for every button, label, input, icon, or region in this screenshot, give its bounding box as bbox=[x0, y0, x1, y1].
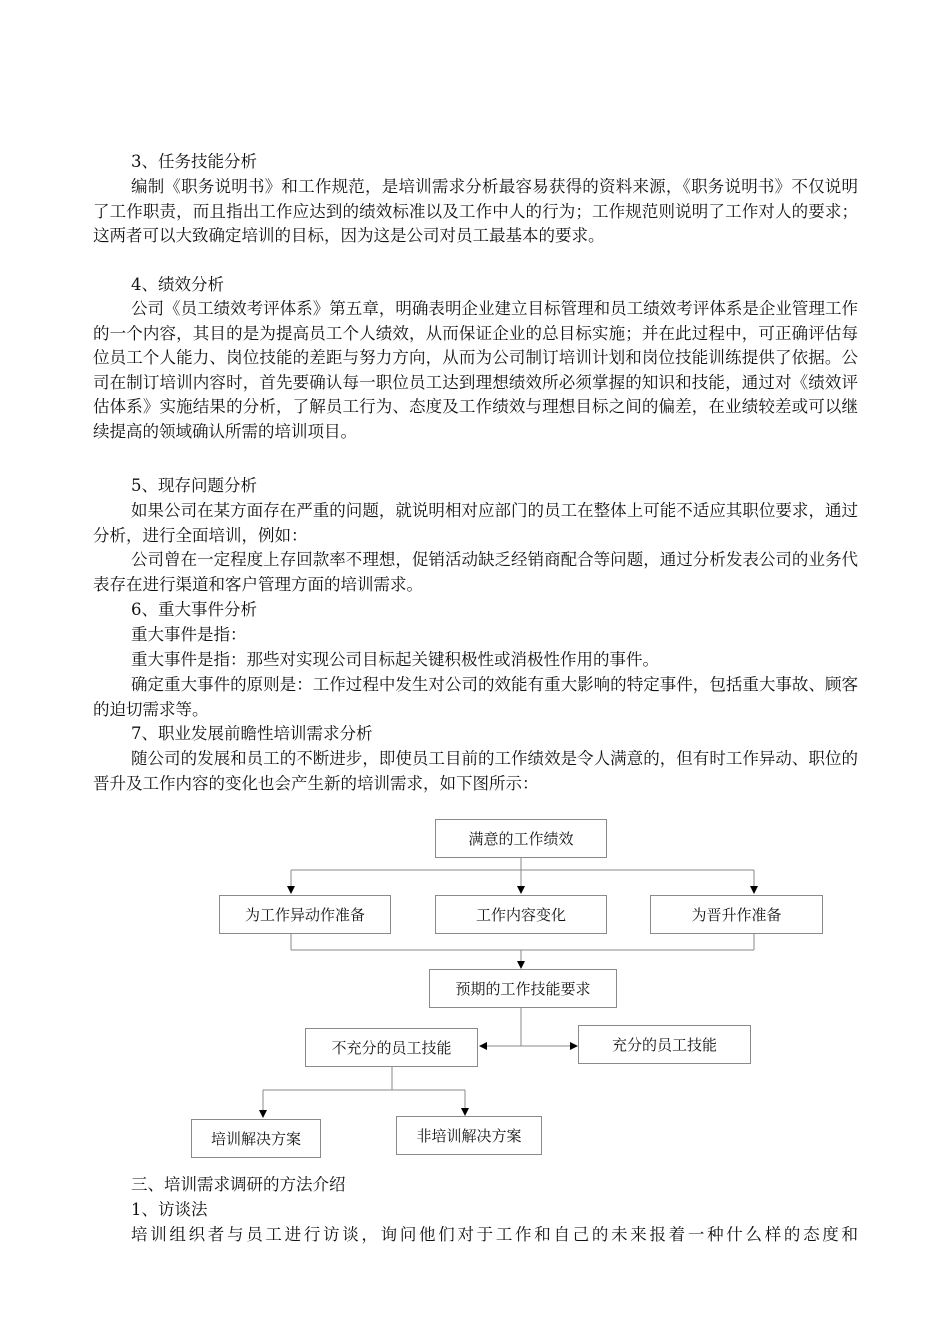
node-insufficient-skills-label: 不充分的员工技能 bbox=[331, 1039, 452, 1057]
node-satisfied-performance bbox=[435, 819, 607, 858]
paragraph-career-development: 随公司的发展和员工的不断进步，即使员工目前的工作绩效是令人满意的，但有时工作异动、职位的晋升及工作内容的变化也会产生新的培训需求，如下图所示： bbox=[93, 749, 858, 793]
node-satisfied-performance-label: 满意的工作绩效 bbox=[468, 830, 574, 848]
node-job-change-prep-label: 为工作异动作准备 bbox=[244, 906, 365, 924]
node-sufficient-skills-label: 充分的员工技能 bbox=[611, 1036, 717, 1054]
node-non-training-solution bbox=[396, 1116, 542, 1155]
heading-existing-problems: 5、现存问题分析 bbox=[131, 476, 257, 495]
heading-research-methods: 三、培训需求调研的方法介绍 bbox=[131, 1175, 346, 1194]
paragraph-major-events-1: 重大事件是指： bbox=[131, 625, 247, 644]
paragraph-existing-problems: 如果公司在某方面存在严重的问题，就说明相对应部门的员工在整体上可能不适应其职位要求，通过分析，进行全面培训，例如： bbox=[93, 501, 858, 545]
node-promotion-prep-label: 为晋升作准备 bbox=[691, 906, 782, 924]
heading-performance: 4、绩效分析 bbox=[131, 275, 224, 294]
heading-major-events: 6、重大事件分析 bbox=[131, 600, 257, 619]
node-content-change-label: 工作内容变化 bbox=[475, 906, 566, 924]
node-expected-skills-label: 预期的工作技能要求 bbox=[455, 980, 591, 998]
paragraph-performance: 公司《员工绩效考评体系》第五章，明确表明企业建立目标管理和员工绩效考评体系是企业管理工作的一个内容，其目的是为提高员工个人绩效，从而保证企业的总目标实施；并在此过程中，可正确评估每位员工个人能力、岗位技能的差距与努力方向，从而为公司制订培训计划和岗位技能训练提供了依据。公司在制订培训内容时，首先要确认每一职位员工达到理想绩效所必须掌握的知识和技能，通过对《绩效评估体系》实施结果的分析，了解员工行为、态度及工作绩效与理想目标之间的偏差，在业绩较差或可以继续提高的领域确认所需的培训项目。 bbox=[93, 299, 858, 441]
heading-career-development: 7、职业发展前瞻性培训需求分析 bbox=[131, 724, 373, 743]
node-insufficient-skills bbox=[305, 1028, 478, 1067]
node-expected-skills bbox=[429, 969, 617, 1008]
paragraph-major-events-2: 重大事件是指：那些对实现公司目标起关键积极性或消极性作用的事件。 bbox=[131, 650, 659, 669]
node-sufficient-skills bbox=[578, 1025, 751, 1064]
paragraph-interview-method: 培训组织者与员工进行访谈，询问他们对于工作和自己的未来报着一种什么样的态度和 bbox=[131, 1225, 858, 1244]
heading-interview-method: 1、访谈法 bbox=[131, 1200, 208, 1219]
node-promotion-prep bbox=[650, 895, 823, 934]
node-training-solution bbox=[191, 1119, 321, 1158]
paragraph-example: 公司曾在一定程度上存回款率不理想，促销活动缺乏经销商配合等问题，通过分析发表公司的业务代表存在进行渠道和客户管理方面的培训需求。 bbox=[93, 550, 858, 594]
node-non-training-solution-label: 非培训解决方案 bbox=[416, 1127, 522, 1145]
node-content-change bbox=[435, 895, 607, 934]
heading-task-skill: 3、任务技能分析 bbox=[131, 152, 257, 171]
node-job-change-prep bbox=[219, 895, 391, 934]
paragraph-task-skill: 编制《职务说明书》和工作规范，是培训需求分析最容易获得的资料来源，《职务说明书》不仅说明了工作职责，而且指出工作应达到的绩效标准以及工作中人的行为；工作规范则说明了工作对人的要求；这两者可以大致确定培训的目标，因为这是公司对员工最基本的要求。 bbox=[93, 177, 858, 245]
paragraph-major-events-3: 确定重大事件的原则是：工作过程中发生对公司的效能有重大影响的特定事件，包括重大事故、顾客的迫切需求等。 bbox=[93, 675, 858, 719]
node-training-solution-label: 培训解决方案 bbox=[210, 1130, 301, 1148]
